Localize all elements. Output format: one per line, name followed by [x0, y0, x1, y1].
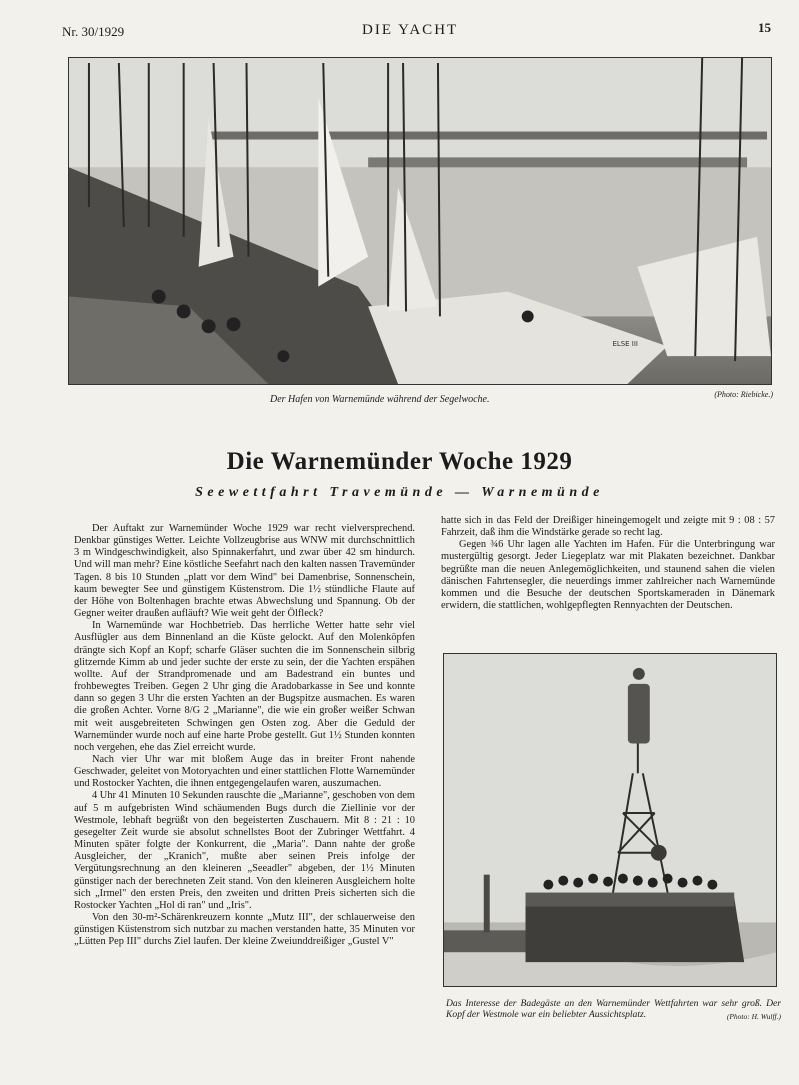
- article-column-right: [441, 515, 775, 612]
- page-number: 15: [758, 20, 771, 35]
- paragraph: Nach vier Uhr war mit bloßem Auge das in breiter Front nahende Geschwader, geleitet von Motoryachten und einer stattlichen Flotte Warnemünder und Rostocker Yachten, die ihnen entgegengelaufen waren, auszumachen.: [74, 753, 415, 790]
- paragraph: hatte sich in das Feld der Dreißiger hineingemogelt und zeigte mit 9 : 08 : 57 Fahrzeit, daß ihm die Windstärke gerade so recht lag.: [441, 515, 775, 539]
- article-column-left: [74, 523, 415, 948]
- pier-caption-text: Das Interesse der Badegäste an den Warnemünder Wettfahrten war sehr groß. Der Kopf der Westmole war ein beliebter Aussichtsplatz.: [446, 998, 781, 1020]
- paragraph: Gegen ¾6 Uhr lagen alle Yachten im Hafen. Für die Unterbringung war mustergültig gesorgt. Jeder Liegeplatz war mit Plakaten bezeichnet. Dankbar begrüßte man die neuen Anlegemöglichkeiten, und staunend sahen die vielen dänischen Fahrtensegler, die neuerdings immer zahlreicher nach Warnemünde kommen und die Besuche der deutschen Sportskameraden in Dänemark erwidern, die stattlichen, wohlgepflegten Rennyachten der Deutschen.: [441, 539, 775, 612]
- article-subtitle: Seewettfahrt Travemünde — Warnemünde: [195, 485, 604, 500]
- issue-number: Nr. 30/1929: [62, 24, 125, 39]
- photo-credit: (Photo: Riebicke.): [714, 390, 773, 399]
- harbor-photo-icon: [69, 58, 771, 384]
- photo-caption: Der Hafen von Warnemünde während der Segelwoche.: [270, 394, 490, 405]
- page-header: [62, 20, 771, 42]
- harbor-photo: [68, 57, 772, 385]
- paragraph: 4 Uhr 41 Minuten 10 Sekunden rauschte die „Marianne", geschoben von dem auf 5 m aufgebristen Wind schäumenden Bugs durch die Ziellinie vor der Westmole, lebhaft begrüßt von den begeisterten Zuschauern. Mit 8 : 21 : 10 gesegelter Zeit wurde sie absolut schnellstes Boot der Zubringer Wettfahrt. 4 Minuten später folgte der Konkurrent, die „Maria". Dann nahte der große Ausgleicher, der „Kranich", mußte aber seinen Preis infolge der Vergütungsrechnung an den kleineren „Seeadler" abgeben, der 1½ Minuten günstiger nach der berechneten Zeit stand. Von den kleineren Ausgleichern holte sich „Irmel" den ersten Preis, den zweiten und dritten Preis sicherten sich die Rostocker Yachten „Hol di ran" und „Iris".: [74, 790, 415, 911]
- paragraph: Der Auftakt zur Warnemünder Woche 1929 war recht vielversprechend. Denkbar günstiges Wetter. Leichte Vollzeugbrise aus WNW mit durchschnittlich 3 m Windgeschwindigkeit, also Spinnakerfahrt, und zwar über 42 sm hindurch. Und will man mehr? Eine köstliche Seefahrt nach den kalten nassen Travemünder Tagen. 8 bis 10 Stunden „platt vor dem Wind" bei Damenbrise, Sonnenschein, kaum bewegter See und günstigem Küstenstrom. Die 1½ stündliche Flaute auf der Höhe von Boltenhagen brachte etwas Abwechslung und Spannung. Ob der Gegner weiter draußen aufläuft? Wie weit geht der Ölfleck?: [74, 523, 415, 620]
- paragraph: Von den 30-m²-Schärenkreuzern konnte „Mutz III", der schlauerweise den günstigen Küstenstrom sich nutzbar zu machen verstanden hatte, 35 Minuten vor „Lütten Pep III" durchs Ziel laufen. Der kleine Zweiunddreißiger „Gustel V": [74, 912, 415, 948]
- pier-beacon-photo-icon: [444, 654, 776, 986]
- magazine-title: DIE YACHT: [362, 22, 459, 38]
- boat-label: ELSE III: [612, 340, 638, 349]
- article-title: Die Warnemünder Woche 1929: [226, 448, 573, 475]
- pier-photo: [443, 653, 777, 987]
- paragraph: In Warnemünde war Hochbetrieb. Das herrliche Wetter hatte sehr viel Ausflügler aus dem Binnenland an die Küste gelockt. Auf den Molenköpfen drängte sich Kopf an Kopf; scharfe Gläser suchten die im Sonnenschein silbrig glitzernde Kimm ab und jeder suchte der erste zu sein, der die Yachten erspähen wollte. Auf der Strandpromenade und am Badestrand ein buntes und frohbewegtes Treiben. Gegen 2 Uhr ging die Aradobarkasse in See und konnte dann so gegen 3 Uhr die ersten Yachten an der Bugspitze ausmachen. Es waren die großen Achter. Vorne 8/G 2 „Marianne", die wie ein großer weißer Schwan mit weit ausgebreiteten Schwingen gen Osten zog. Aber die Geduld der Warnemünder wurde noch auf eine harte Probe gestellt. Gut 1½ Stunden konnten noch vergehen, ehe das Ziel erreicht wurde.: [74, 620, 415, 753]
- pier-photo-caption: [446, 998, 781, 1022]
- pier-photo-credit: (Photo: H. Wulff.): [726, 1012, 781, 1021]
